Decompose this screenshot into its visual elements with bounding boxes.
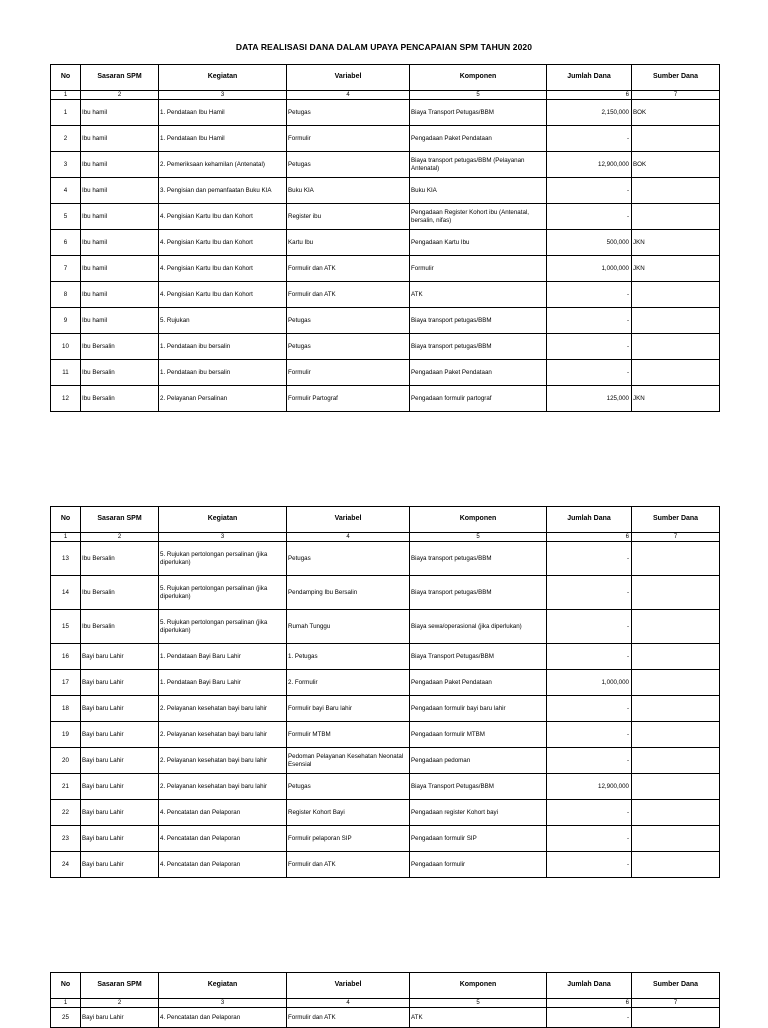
column-number: 5: [410, 999, 547, 1008]
header-kegiatan: Kegiatan: [159, 65, 287, 91]
column-number: 1: [51, 533, 81, 542]
sumber-dana-cell: [632, 204, 720, 230]
sasaran-cell: Ibu hamil: [81, 256, 159, 282]
sasaran-cell: Ibu Bersalin: [81, 334, 159, 360]
table-row: [51, 670, 720, 696]
table-row: [51, 334, 720, 360]
sumber-dana-cell: [632, 852, 720, 878]
variabel-cell: Petugas: [287, 542, 410, 576]
sumber-dana-cell: [632, 774, 720, 800]
row-number: 8: [51, 282, 81, 308]
header-variabel: Variabel: [287, 65, 410, 91]
komponen-cell: Biaya Transport Petugas/BBM: [410, 644, 547, 670]
table-row: [51, 748, 720, 774]
kegiatan-cell: 1. Pendataan Bayi Baru Lahir: [159, 670, 287, 696]
header-kegiatan: Kegiatan: [159, 973, 287, 999]
header-sasaran-spm: Sasaran SPM: [81, 65, 159, 91]
komponen-cell: ATK: [410, 282, 547, 308]
header-no: No: [51, 65, 81, 91]
sasaran-cell: Ibu Bersalin: [81, 610, 159, 644]
header-variabel: Variabel: [287, 507, 410, 533]
jumlah-dana-cell: 12,900,000: [547, 774, 632, 800]
sumber-dana-cell: JKN: [632, 230, 720, 256]
variabel-cell: Petugas: [287, 152, 410, 178]
column-number: 4: [287, 533, 410, 542]
header-row: [51, 973, 720, 999]
komponen-cell: Buku KIA: [410, 178, 547, 204]
table-row: [51, 800, 720, 826]
column-number: 1: [51, 91, 81, 100]
jumlah-dana-cell: 1,000,000: [547, 670, 632, 696]
column-number-row: [51, 999, 720, 1008]
variabel-cell: Register ibu: [287, 204, 410, 230]
sasaran-cell: Ibu Bersalin: [81, 576, 159, 610]
jumlah-dana-cell: -: [547, 610, 632, 644]
table-row: [51, 386, 720, 412]
column-number: 7: [632, 533, 720, 542]
sasaran-cell: Ibu Bersalin: [81, 386, 159, 412]
variabel-cell: Register Kohort Bayi: [287, 800, 410, 826]
header-sasaran-spm: Sasaran SPM: [81, 973, 159, 999]
komponen-cell: Formulir: [410, 256, 547, 282]
row-number: 20: [51, 748, 81, 774]
variabel-cell: Petugas: [287, 308, 410, 334]
kegiatan-cell: 4. Pengisian Kartu Ibu dan Kohort: [159, 204, 287, 230]
variabel-cell: Formulir: [287, 126, 410, 152]
sumber-dana-cell: [632, 696, 720, 722]
column-number-row: [51, 91, 720, 100]
komponen-cell: Pengadaan formulir bayi baru lahir: [410, 696, 547, 722]
sasaran-cell: Bayi baru Lahir: [81, 852, 159, 878]
sasaran-cell: Bayi baru Lahir: [81, 774, 159, 800]
sumber-dana-cell: JKN: [632, 256, 720, 282]
jumlah-dana-cell: -: [547, 696, 632, 722]
sumber-dana-cell: JKN: [632, 386, 720, 412]
table-row: [51, 542, 720, 576]
jumlah-dana-cell: -: [547, 644, 632, 670]
row-number: 5: [51, 204, 81, 230]
sumber-dana-cell: [632, 748, 720, 774]
column-number: 2: [81, 999, 159, 1008]
variabel-cell: Kartu Ibu: [287, 230, 410, 256]
jumlah-dana-cell: -: [547, 308, 632, 334]
table-row: [51, 126, 720, 152]
row-number: 18: [51, 696, 81, 722]
kegiatan-cell: 3. Pengisian dan pemanfaatan Buku KIA: [159, 178, 287, 204]
column-number: 4: [287, 91, 410, 100]
variabel-cell: Petugas: [287, 100, 410, 126]
kegiatan-cell: 2. Pelayanan Persalinan: [159, 386, 287, 412]
header-komponen: Komponen: [410, 973, 547, 999]
variabel-cell: Petugas: [287, 774, 410, 800]
komponen-cell: Pengadaan Paket Pendataan: [410, 126, 547, 152]
kegiatan-cell: 4. Pengisian Kartu Ibu dan Kohort: [159, 230, 287, 256]
variabel-cell: Formulir dan ATK: [287, 1008, 410, 1028]
kegiatan-cell: 4. Pengisian Kartu Ibu dan Kohort: [159, 256, 287, 282]
table-row: [51, 644, 720, 670]
header-sumber-dana: Sumber Dana: [632, 973, 720, 999]
jumlah-dana-cell: -: [547, 178, 632, 204]
jumlah-dana-cell: -: [547, 126, 632, 152]
sasaran-cell: Ibu hamil: [81, 204, 159, 230]
kegiatan-cell: 4. Pencatatan dan Pelaporan: [159, 852, 287, 878]
row-number: 22: [51, 800, 81, 826]
table-row: [51, 308, 720, 334]
komponen-cell: Pengadaan Paket Pendataan: [410, 360, 547, 386]
kegiatan-cell: 4. Pencatatan dan Pelaporan: [159, 1008, 287, 1028]
komponen-cell: Pengadaan Register Kohort ibu (Antenatal, bersalin, nifas): [410, 204, 547, 230]
row-number: 17: [51, 670, 81, 696]
row-number: 11: [51, 360, 81, 386]
column-number: 7: [632, 999, 720, 1008]
sumber-dana-cell: [632, 1008, 720, 1028]
column-number: 5: [410, 533, 547, 542]
variabel-cell: Formulir: [287, 360, 410, 386]
row-number: 2: [51, 126, 81, 152]
header-jumlah-dana: Jumlah Dana: [547, 65, 632, 91]
row-number: 15: [51, 610, 81, 644]
header-sumber-dana: Sumber Dana: [632, 507, 720, 533]
kegiatan-cell: 2. Pelayanan kesehatan bayi baru lahir: [159, 774, 287, 800]
row-number: 13: [51, 542, 81, 576]
variabel-cell: Pendamping Ibu Bersalin: [287, 576, 410, 610]
sasaran-cell: Ibu hamil: [81, 308, 159, 334]
variabel-cell: Formulir dan ATK: [287, 256, 410, 282]
table-row: [51, 230, 720, 256]
kegiatan-cell: 5. Rujukan pertolongan persalinan (jika diperlukan): [159, 610, 287, 644]
column-number: 2: [81, 533, 159, 542]
kegiatan-cell: 4. Pencatatan dan Pelaporan: [159, 800, 287, 826]
header-jumlah-dana: Jumlah Dana: [547, 973, 632, 999]
column-number: 1: [51, 999, 81, 1008]
kegiatan-cell: 1. Pendataan Ibu Hamil: [159, 126, 287, 152]
header-row: [51, 507, 720, 533]
sumber-dana-cell: [632, 610, 720, 644]
kegiatan-cell: 2. Pelayanan kesehatan bayi baru lahir: [159, 748, 287, 774]
sasaran-cell: Ibu hamil: [81, 178, 159, 204]
row-number: 9: [51, 308, 81, 334]
header-komponen: Komponen: [410, 65, 547, 91]
sumber-dana-cell: [632, 800, 720, 826]
sasaran-cell: Bayi baru Lahir: [81, 748, 159, 774]
variabel-cell: 2. Formulir: [287, 670, 410, 696]
page-title: DATA REALISASI DANA DALAM UPAYA PENCAPAIAN SPM TAHUN 2020: [235, 42, 533, 52]
column-number: 5: [410, 91, 547, 100]
row-number: 19: [51, 722, 81, 748]
komponen-cell: Pengadaan formulir MTBM: [410, 722, 547, 748]
komponen-cell: Biaya Transport Petugas/BBM: [410, 100, 547, 126]
komponen-cell: Biaya sewa/operasional (jika diperlukan): [410, 610, 547, 644]
table-row: [51, 696, 720, 722]
variabel-cell: Formulir pelaporan SIP: [287, 826, 410, 852]
row-number: 7: [51, 256, 81, 282]
jumlah-dana-cell: -: [547, 826, 632, 852]
header-kegiatan: Kegiatan: [159, 507, 287, 533]
jumlah-dana-cell: -: [547, 360, 632, 386]
jumlah-dana-cell: 12,900,000: [547, 152, 632, 178]
sasaran-cell: Bayi baru Lahir: [81, 696, 159, 722]
row-number: 21: [51, 774, 81, 800]
jumlah-dana-cell: -: [547, 576, 632, 610]
sasaran-cell: Ibu Bersalin: [81, 360, 159, 386]
kegiatan-cell: 2. Pelayanan kesehatan bayi baru lahir: [159, 696, 287, 722]
sasaran-cell: Ibu Bersalin: [81, 542, 159, 576]
jumlah-dana-cell: 500,000: [547, 230, 632, 256]
kegiatan-cell: 1. Pendataan ibu bersalin: [159, 334, 287, 360]
header-no: No: [51, 507, 81, 533]
sumber-dana-cell: [632, 334, 720, 360]
jumlah-dana-cell: -: [547, 334, 632, 360]
sasaran-cell: Ibu hamil: [81, 126, 159, 152]
table-row: [51, 1008, 720, 1028]
jumlah-dana-cell: 1,000,000: [547, 256, 632, 282]
sasaran-cell: Bayi baru Lahir: [81, 722, 159, 748]
kegiatan-cell: 5. Rujukan pertolongan persalinan (jika diperlukan): [159, 576, 287, 610]
jumlah-dana-cell: 2,150,000: [547, 100, 632, 126]
row-number: 4: [51, 178, 81, 204]
komponen-cell: Pengadaan formulir partograf: [410, 386, 547, 412]
table-row: [51, 178, 720, 204]
table-row: [51, 256, 720, 282]
kegiatan-cell: 1. Pendataan Ibu Hamil: [159, 100, 287, 126]
column-number: 2: [81, 91, 159, 100]
row-number: 16: [51, 644, 81, 670]
row-number: 1: [51, 100, 81, 126]
komponen-cell: Biaya transport petugas/BBM: [410, 308, 547, 334]
row-number: 12: [51, 386, 81, 412]
data-table-1: [50, 64, 720, 412]
kegiatan-cell: 4. Pencatatan dan Pelaporan: [159, 826, 287, 852]
table-row: [51, 576, 720, 610]
table-row: [51, 722, 720, 748]
sumber-dana-cell: [632, 308, 720, 334]
kegiatan-cell: 1. Pendataan ibu bersalin: [159, 360, 287, 386]
variabel-cell: Buku KIA: [287, 178, 410, 204]
sumber-dana-cell: [632, 826, 720, 852]
row-number: 3: [51, 152, 81, 178]
header-jumlah-dana: Jumlah Dana: [547, 507, 632, 533]
sumber-dana-cell: BOK: [632, 100, 720, 126]
jumlah-dana-cell: -: [547, 852, 632, 878]
sasaran-cell: Bayi baru Lahir: [81, 826, 159, 852]
komponen-cell: Pengadaan formulir SIP: [410, 826, 547, 852]
sasaran-cell: Bayi baru Lahir: [81, 800, 159, 826]
header-komponen: Komponen: [410, 507, 547, 533]
sumber-dana-cell: [632, 282, 720, 308]
table-row: [51, 100, 720, 126]
sasaran-cell: Ibu hamil: [81, 100, 159, 126]
komponen-cell: Biaya transport petugas/BBM: [410, 334, 547, 360]
row-number: 23: [51, 826, 81, 852]
variabel-cell: Formulir dan ATK: [287, 852, 410, 878]
kegiatan-cell: 4. Pengisian Kartu Ibu dan Kohort: [159, 282, 287, 308]
variabel-cell: 1. Petugas: [287, 644, 410, 670]
sumber-dana-cell: [632, 178, 720, 204]
column-number: 3: [159, 91, 287, 100]
kegiatan-cell: 2. Pelayanan kesehatan bayi baru lahir: [159, 722, 287, 748]
komponen-cell: Biaya transport petugas/BBM: [410, 542, 547, 576]
sumber-dana-cell: [632, 126, 720, 152]
komponen-cell: Biaya Transport Petugas/BBM: [410, 774, 547, 800]
sumber-dana-cell: [632, 722, 720, 748]
header-variabel: Variabel: [287, 973, 410, 999]
header-sumber-dana: Sumber Dana: [632, 65, 720, 91]
jumlah-dana-cell: -: [547, 204, 632, 230]
column-number: 3: [159, 999, 287, 1008]
sasaran-cell: Bayi baru Lahir: [81, 1008, 159, 1028]
komponen-cell: Pengadaan register Kohort bayi: [410, 800, 547, 826]
column-number-row: [51, 533, 720, 542]
jumlah-dana-cell: 125,000: [547, 386, 632, 412]
table-row: [51, 282, 720, 308]
variabel-cell: Pedoman Pelayanan Kesehatan Neonatal Esensial: [287, 748, 410, 774]
jumlah-dana-cell: -: [547, 748, 632, 774]
table-row: [51, 610, 720, 644]
sasaran-cell: Bayi baru Lahir: [81, 670, 159, 696]
table-row: [51, 826, 720, 852]
header-sasaran-spm: Sasaran SPM: [81, 507, 159, 533]
jumlah-dana-cell: -: [547, 722, 632, 748]
komponen-cell: Biaya transport petugas/BBM: [410, 576, 547, 610]
row-number: 24: [51, 852, 81, 878]
column-number: 4: [287, 999, 410, 1008]
table-row: [51, 152, 720, 178]
komponen-cell: Pengadaan formulir: [410, 852, 547, 878]
sumber-dana-cell: [632, 644, 720, 670]
row-number: 10: [51, 334, 81, 360]
column-number: 6: [547, 91, 632, 100]
row-number: 14: [51, 576, 81, 610]
table-row: [51, 204, 720, 230]
variabel-cell: Petugas: [287, 334, 410, 360]
komponen-cell: ATK: [410, 1008, 547, 1028]
sasaran-cell: Ibu hamil: [81, 152, 159, 178]
sumber-dana-cell: [632, 360, 720, 386]
jumlah-dana-cell: -: [547, 800, 632, 826]
data-table-3: [50, 972, 720, 1028]
variabel-cell: Formulir bayi Baru lahir: [287, 696, 410, 722]
row-number: 25: [51, 1008, 81, 1028]
komponen-cell: Pengadaan pedoman: [410, 748, 547, 774]
column-number: 7: [632, 91, 720, 100]
table-row: [51, 852, 720, 878]
sasaran-cell: Bayi baru Lahir: [81, 644, 159, 670]
kegiatan-cell: 2. Pemeriksaan kehamilan (Antenatal): [159, 152, 287, 178]
komponen-cell: Pengadaan Kartu Ibu: [410, 230, 547, 256]
table-row: [51, 360, 720, 386]
sumber-dana-cell: [632, 670, 720, 696]
sumber-dana-cell: [632, 542, 720, 576]
table-row: [51, 774, 720, 800]
sasaran-cell: Ibu hamil: [81, 230, 159, 256]
kegiatan-cell: 1. Pendataan Bayi Baru Lahir: [159, 644, 287, 670]
sumber-dana-cell: [632, 576, 720, 610]
jumlah-dana-cell: -: [547, 542, 632, 576]
column-number: 6: [547, 999, 632, 1008]
jumlah-dana-cell: -: [547, 1008, 632, 1028]
variabel-cell: Formulir dan ATK: [287, 282, 410, 308]
variabel-cell: Rumah Tunggu: [287, 610, 410, 644]
komponen-cell: Pengadaan Paket Pendataan: [410, 670, 547, 696]
column-number: 6: [547, 533, 632, 542]
variabel-cell: Formulir MTBM: [287, 722, 410, 748]
row-number: 6: [51, 230, 81, 256]
sumber-dana-cell: BOK: [632, 152, 720, 178]
jumlah-dana-cell: -: [547, 282, 632, 308]
kegiatan-cell: 5. Rujukan pertolongan persalinan (jika diperlukan): [159, 542, 287, 576]
sasaran-cell: Ibu hamil: [81, 282, 159, 308]
komponen-cell: Biaya transport petugas/BBM (Pelayanan Antenatal): [410, 152, 547, 178]
header-row: [51, 65, 720, 91]
variabel-cell: Formulir Partograf: [287, 386, 410, 412]
header-no: No: [51, 973, 81, 999]
kegiatan-cell: 5. Rujukan: [159, 308, 287, 334]
column-number: 3: [159, 533, 287, 542]
data-table-2: [50, 506, 720, 878]
